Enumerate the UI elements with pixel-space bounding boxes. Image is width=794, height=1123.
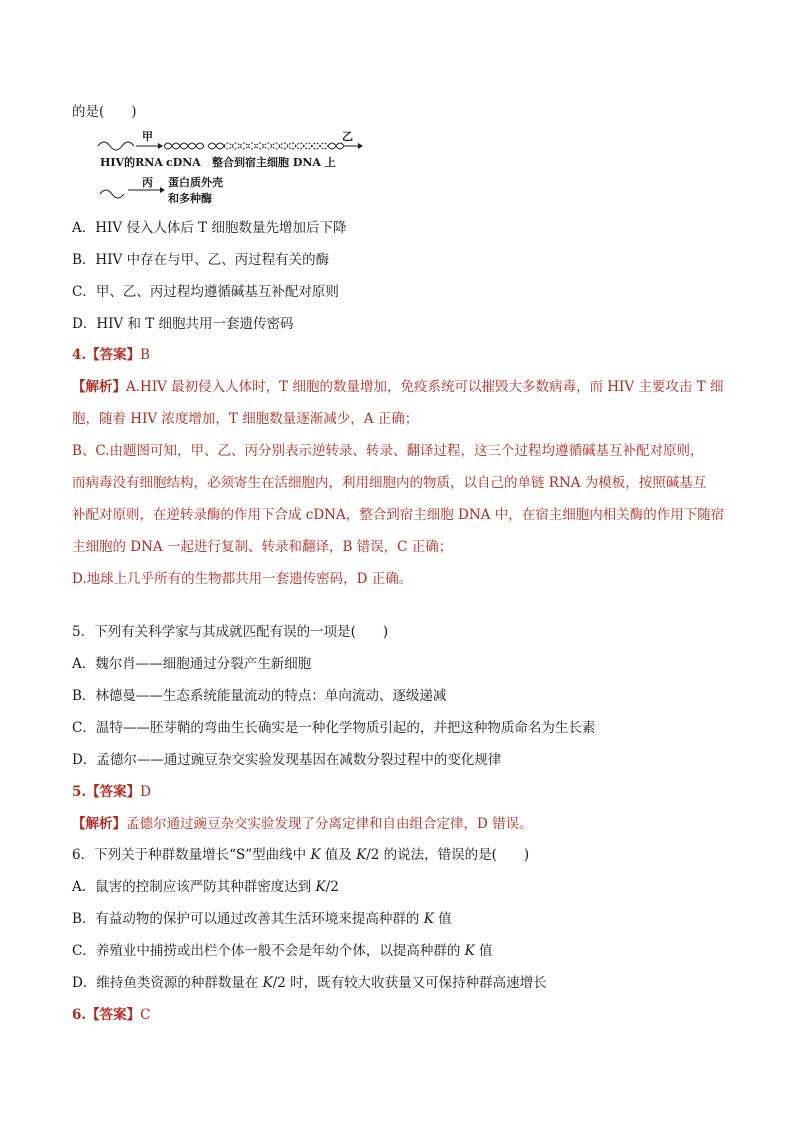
q5-stem: 5．下列有关科学家与其成就匹配有误的一项是( ) [72, 624, 389, 640]
q6-stem: 6．下列关于种群数量增长“S”型曲线中 K 值及 K/2 的说法，错误的是( ) [72, 847, 530, 863]
q5-option-a: A．魏尔肖——细胞通过分裂产生新细胞 [72, 656, 312, 672]
q6-option-c: C．养殖业中捕捞或出栏个体一般不会是年幼个体，以提高种群的 K 值 [72, 943, 493, 959]
q4-analysis-line-1: 【解析】A.HIV 最初侵入人体时，T 细胞的数量增加，免疫系统可以摧毁大多数病毒，而 HIV 主要攻击 T 细 [72, 379, 724, 395]
q4-option-b: B．HIV 中存在与甲、乙、丙过程有关的酶 [72, 252, 330, 268]
q4-answer-value: B [140, 347, 151, 363]
q4-option-d: D．HIV 和 T 细胞共用一套遗传密码 [72, 316, 294, 332]
q6-option-b: B．有益动物的保护可以通过改善其生活环境来提高种群的 K 值 [72, 911, 452, 927]
rna-wave-2 [100, 190, 124, 198]
q6-option-a: A．鼠害的控制应该严防其种群密度达到 K/2 [72, 879, 339, 895]
label-hiv-rna: HIV的RNA [100, 156, 163, 169]
label-jia: 甲 [142, 130, 153, 143]
q5-option-d: D．孟德尔——通过豌豆杂交实验发现基因在减数分裂过程中的变化规律 [72, 752, 502, 768]
q4-analysis-line-3: B、C.由题图可知，甲、乙、丙分别表示逆转录、转录、翻译过程，这三个过程均遵循碱基互补配对原则， [72, 443, 704, 459]
host-dna-b [224, 143, 328, 149]
q5-analysis-label: 【解析】 [72, 816, 126, 832]
label-protein-1: 蛋白质外壳 [168, 176, 223, 189]
q4-stem-tail: 的是( ) [72, 104, 137, 120]
label-bing: 丙 [142, 176, 153, 189]
q5-answer-value: D [140, 784, 151, 800]
q6-answer [72, 1005, 150, 1025]
q6-answer-label: 6.【答案】 [72, 1007, 141, 1023]
label-cdna: cDNA [166, 156, 201, 169]
q4-answer [72, 345, 150, 365]
label-yi: 乙 [342, 130, 353, 143]
q5-answer [72, 782, 151, 802]
q4-analysis-line-4: 而病毒没有细胞结构，必须寄生在活细胞内，利用细胞内的物质，以自己的单链 RNA 为模板，按照碱基互 [72, 475, 707, 491]
label-protein-2: 和多种酶 [168, 192, 212, 205]
q4-analysis-line-6: 主细胞的 DNA 一起进行复制、转录和翻译，B 错误，C 正确； [72, 539, 453, 555]
q4-option-c: C．甲、乙、丙过程均遵循碱基互补配对原则 [72, 284, 339, 300]
q5-analysis: 【解析】孟德尔通过豌豆杂交实验发现了分离定律和自由组合定律，D 错误。 [72, 816, 533, 832]
rna-wave [98, 142, 134, 150]
hiv-diagram [96, 128, 396, 208]
q4-option-a: A．HIV 侵入人体后 T 细胞数量先增加后下降 [72, 220, 347, 236]
q6-answer-value: C [140, 1007, 151, 1023]
q5-option-c: C．温特——胚芽鞘的弯曲生长确实是一种化学物质引起的，并把这种物质命名为生长素 [72, 720, 596, 736]
label-integrate: 整合到宿主细胞 DNA 上 [212, 156, 336, 169]
q4-analysis-line-7: D.地球上几乎所有的生物都共用一套遗传密码，D 正确。 [72, 571, 413, 587]
q4-analysis-line-5: 补配对原则，在逆转录酶的作用下合成 cDNA，整合到宿主细胞 DNA 中，在宿主细胞内相关酶的作用下随宿 [72, 507, 725, 523]
q4-analysis-line-2: 胞，随着 HIV 浓度增加，T 细胞数量逐渐减少，A 正确； [72, 411, 419, 427]
q4-answer-label: 4.【答案】 [72, 347, 141, 363]
q4-analysis-label: 【解析】 [72, 379, 126, 395]
q6-option-d: D．维持鱼类资源的种群数量在 K/2 时，既有较大收获量又可保持种群高速增长 [72, 975, 547, 991]
q5-answer-label: 5.【答案】 [72, 784, 141, 800]
q5-option-b: B．林德曼——生态系统能量流动的特点：单向流动、逐级递减 [72, 688, 447, 704]
